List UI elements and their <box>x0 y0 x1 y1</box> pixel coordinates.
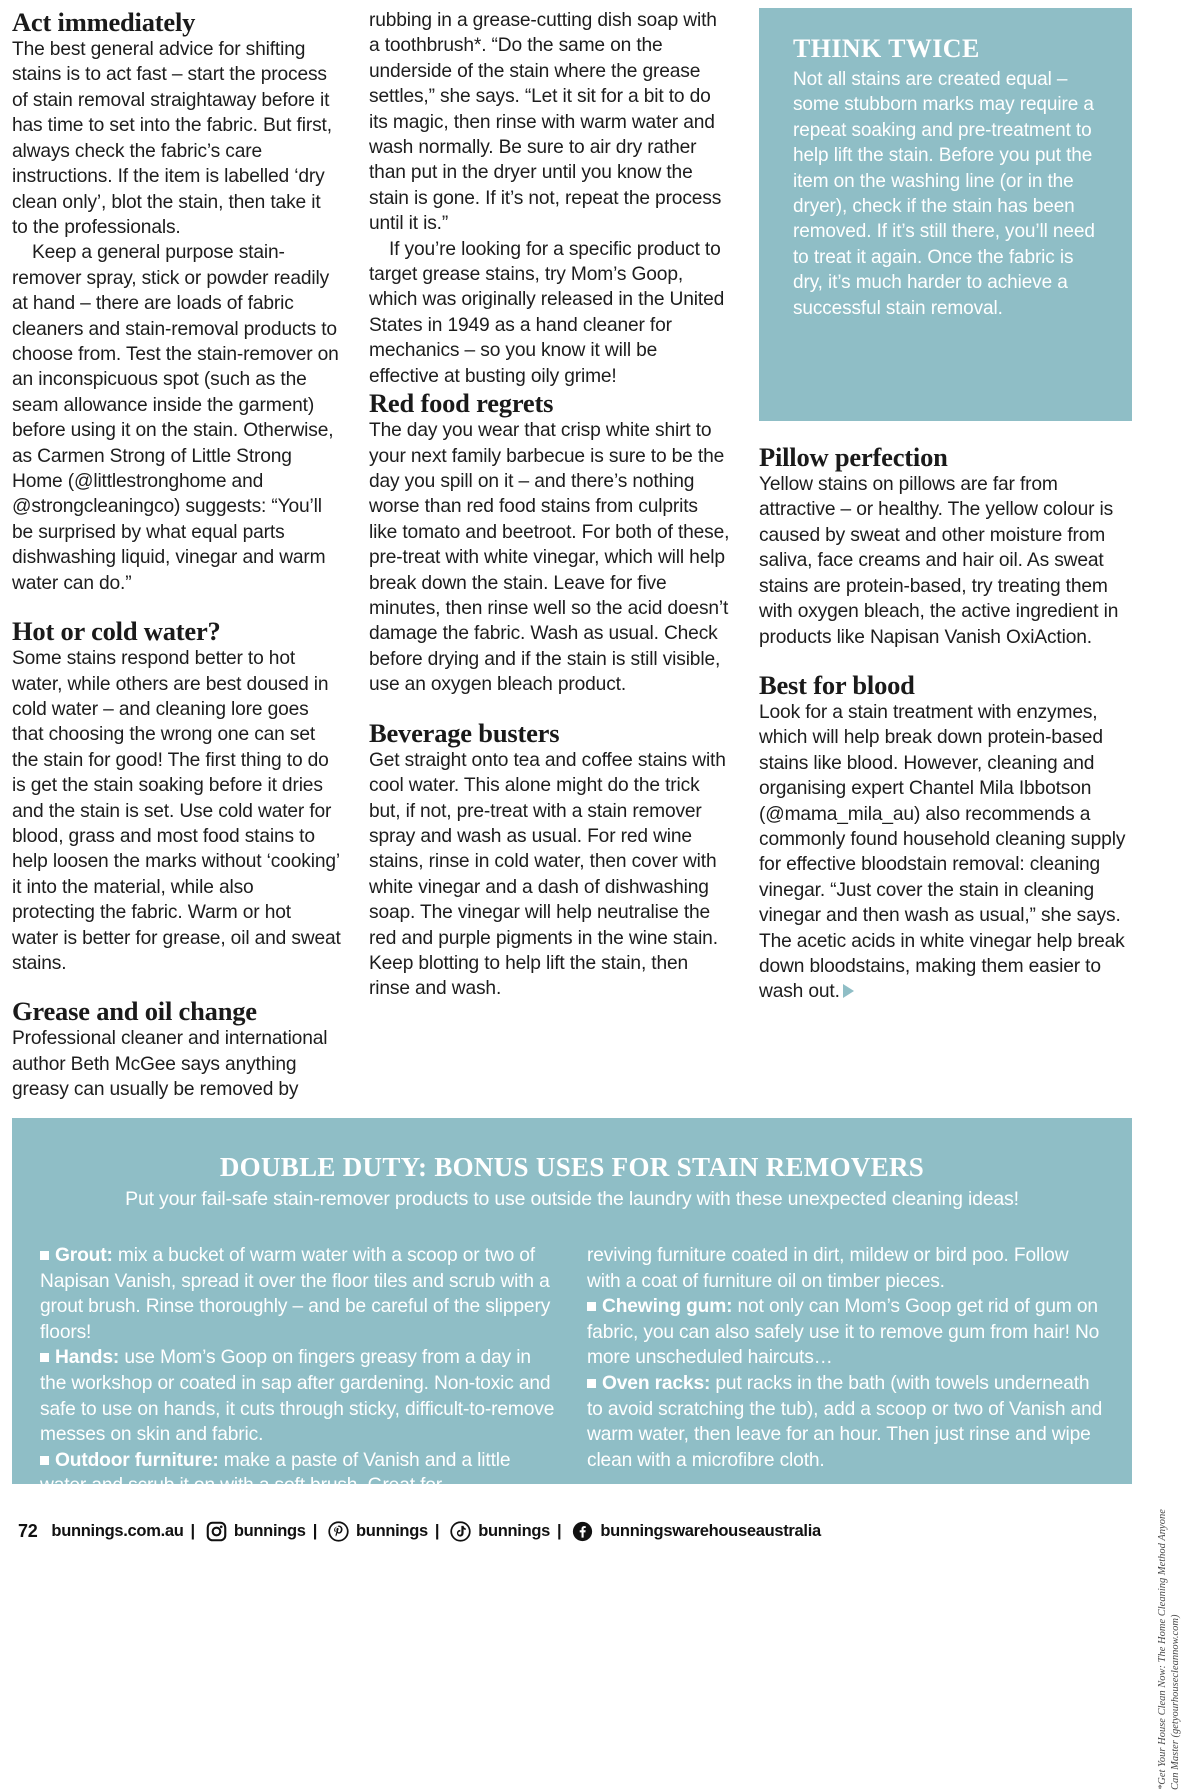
section-body <box>369 418 731 697</box>
paragraph: rubbing in a grease-cutting dish soap with a toothbrush*. “Do the same on the underside of the stain where the grease settles,” she says. “Let it sit for a bit to do its magic, then rinse with warm water and wash normally. Be sure to air dry rather than put in the dryer until you know the stain is gone. If it’s not, repeat the process until it is.” <box>369 10 722 235</box>
instagram-handle[interactable]: bunnings <box>233 1522 306 1540</box>
list-item-label: Grout: <box>55 1245 113 1266</box>
footer-separator: | <box>312 1522 318 1540</box>
double-duty-title: DOUBLE DUTY: BONUS USES FOR STAIN REMOVERS <box>219 1152 925 1182</box>
page-number: 72 <box>18 1521 38 1541</box>
bullet-square-icon <box>40 1456 49 1465</box>
list-item-text: put racks in the bath (with towels underneath to avoid scratching the tub), add a scoop or two of Vanish and warm water, then leave for an hour. Then just rinse and wipe clean with a microfibre cloth. <box>587 1372 1103 1471</box>
double-duty-left-column <box>40 1243 557 1499</box>
paragraph: The best general advice for shifting stains is to act fast – start the process of stain removal straightaway before it has time to set into the fabric. But first, always check the fabric’s care instructions. If the item is labelled ‘dry clean only’, blot the stain, then take it to the professionals. <box>12 39 332 238</box>
section-body <box>369 748 731 1002</box>
section-body <box>759 472 1132 650</box>
section-beverage-busters <box>369 719 731 1002</box>
section-pillow-perfection <box>759 443 1132 650</box>
column-three <box>759 8 1132 1106</box>
facebook-handle[interactable]: bunningswarehouseaustralia <box>600 1522 821 1540</box>
list-item-label: Hands: <box>55 1347 120 1369</box>
paragraph: If you’re looking for a specific product to target grease stains, try Mom’s Goop, which was originally released in the United States in 1949 as a hand cleaner for mechanics – so you know it will be effective at busting oily grime! <box>369 238 725 387</box>
list-item <box>587 1294 1104 1371</box>
paragraph: The day you wear that crisp white shirt to your next family barbecue is sure to be the day you spill on it – and there’s nothing worse than red food stains from culprits like tomato and beetroot. For both of these, pre-treat with white vinegar, which will help break down the stain. Leave for five minutes, then rinse well so the acid doesn’t damage the fabric. Wash as usual. Check before drying and if the stain is still visible, use an oxygen bleach product. <box>369 420 730 696</box>
paragraph: Get straight onto tea and coffee stains with cool water. This alone might do the trick but, if not, pre-treat with a stain remover spray and wash as usual. For red wine stains, rinse in cold water, then cover with white vinegar and a dash of dishwashing soap. The vinegar will help neutralise the red and purple pigments in the wine stain. Keep blotting to help lift the stain, then rinse and wash. <box>369 749 726 1000</box>
section-heading: Best for blood <box>759 669 915 700</box>
paragraph <box>759 700 1132 1005</box>
bullet-square-icon <box>40 1251 49 1260</box>
list-item-text: make a paste of Vanish and a little water and scrub it on with a soft brush. Great for <box>40 1449 511 1497</box>
list-item-text: use Mom’s Goop on fingers greasy from a day in the workshop or coated in sap after gardening. Non-toxic and safe to use on hands, it cuts through sticky, difficult-to-remove messes on skin and fabric. <box>40 1347 555 1446</box>
think-twice-callout-box <box>759 8 1132 421</box>
list-item <box>40 1448 557 1499</box>
bullet-square-icon <box>587 1379 596 1388</box>
double-duty-columns <box>40 1243 1104 1499</box>
footer-separator: | <box>190 1522 195 1540</box>
section-body <box>12 646 341 976</box>
section-best-for-blood <box>759 671 1132 1005</box>
list-item-text: not only can Mom’s Goop get rid of gum on fabric, you can also safely use it to remove gum from hair! No more unscheduled haircuts… <box>587 1296 1100 1369</box>
section-grease-and-oil-change <box>12 997 341 1102</box>
paragraph: Keep a general purpose stain-remover spray, stick or powder readily at hand – there are loads of fabric cleaners and stain-removal products to choose from. Test the stain-remover on an inconspicuous spot (such as the seam allowance inside the garment) before using it on the stain. Otherwise, as Carmen Strong of Little Strong Home (@littlestronghome and @strongcleaningco) suggests: “You’ll be surprised by what equal parts dishwashing liquid, vinegar and warm water can do.” <box>12 242 339 594</box>
callout-body: Not all stains are created equal – some stubborn marks may require a repeat soaking and pre-treatment to help lift the stain. Before you put the item on the washing line (or in the dryer), check if the stain has been removed. If it’s still there, you’ll need to treat it again. Once the fabric is dry, it’s much harder to achieve a successful stain removal. <box>793 69 1095 319</box>
column-two <box>369 8 759 1106</box>
section-act-immediately <box>12 8 341 596</box>
section-heading: Beverage busters <box>369 717 560 748</box>
continue-arrow-icon <box>843 984 854 998</box>
section-body <box>759 700 1132 1005</box>
grease-continuation <box>369 8 731 389</box>
list-item-text: mix a bucket of warm water with a scoop or two of Napisan Vanish, spread it over the floor tiles and scrub with a grout brush. Rinse thoroughly – and be careful of the slippery floors! <box>40 1245 551 1343</box>
instagram-icon[interactable] <box>206 1521 227 1542</box>
section-hot-or-cold-water <box>12 617 341 976</box>
section-heading: Red food regrets <box>369 388 554 419</box>
list-item <box>587 1371 1104 1473</box>
paragraph: Professional cleaner and international author Beth McGee says anything greasy can usually be removed by <box>12 1028 328 1101</box>
footer-separator: | <box>557 1522 562 1540</box>
bullet-square-icon <box>587 1302 596 1311</box>
double-duty-subtitle: Put your fail-safe stain-remover products to use outside the laundry with these unexpected cleaning ideas! <box>125 1188 1019 1210</box>
list-item-continuation: reviving furniture coated in dirt, mildew or bird poo. Follow with a coat of furniture oil on timber pieces. <box>587 1245 1069 1292</box>
section-red-food-regrets <box>369 389 731 698</box>
paragraph: Yellow stains on pillows are far from attractive – or healthy. The yellow colour is caused by sweat and other moisture from saliva, face creams and hair oil. As sweat stains are protein-based, try treating them with oxygen bleach, the active ingredient in products like Napisan Vanish OxiAction. <box>759 474 1119 648</box>
list-item-label: Chewing gum: <box>602 1296 733 1318</box>
section-body <box>12 37 341 596</box>
section-body <box>12 1026 341 1102</box>
tiktok-icon[interactable] <box>450 1521 471 1542</box>
list-item <box>40 1345 557 1447</box>
article-columns <box>12 8 1132 1106</box>
double-duty-panel <box>12 1118 1132 1497</box>
section-heading: Pillow perfection <box>759 442 948 472</box>
bullet-square-icon <box>40 1353 49 1362</box>
pinterest-icon[interactable] <box>328 1521 349 1542</box>
callout-heading: THINK TWICE <box>793 34 980 63</box>
page-footer <box>18 1521 821 1542</box>
list-item <box>40 1243 557 1345</box>
list-item-label: Oven racks: <box>602 1372 711 1394</box>
paragraph: Some stains respond better to hot water, while others are best doused in cold water – and cleaning lore goes that choosing the wrong one can set the stain for good! The first thing to do is get the stain soaking before it dries and the stain is set. Use cold water for blood, grass and most food stains to help loosen the marks without ‘cooking’ it into the material, while also protecting the fabric. Warm or hot water is better for grease, oil and sweat stains. <box>12 648 341 974</box>
section-heading: Grease and oil change <box>12 996 257 1027</box>
website-url[interactable]: bunnings.com.au <box>51 1522 184 1540</box>
source-credit: *Get Your House Clean Now: The Home Cleaning Method Anyone Can Master (getyourhousecleannow.com) <box>1157 1509 1181 1790</box>
double-duty-right-column <box>587 1243 1104 1499</box>
paragraph-text: Look for a stain treatment with enzymes, which will help break down protein-based stains like blood. However, cleaning and organising expert Chantel Mila Ibbotson (@mama_mila_au) also recommends a commonly found household cleaning supply for effective bloodstain removal: cleaning vinegar. “Just cover the stain in cleaning vinegar and then wash as usual,” she says. The acetic acids in white vinegar help break down bloodstains, making them easier to wash out. <box>759 702 1126 1003</box>
footer-separator: | <box>434 1522 440 1540</box>
list-item-label: Outdoor furniture: <box>55 1449 219 1471</box>
facebook-icon[interactable] <box>572 1521 593 1542</box>
column-one <box>12 8 369 1106</box>
section-heading: Hot or cold water? <box>12 616 221 647</box>
pinterest-handle[interactable]: bunnings <box>356 1522 428 1540</box>
section-heading: Act immediately <box>12 7 196 37</box>
tiktok-handle[interactable]: bunnings <box>478 1522 551 1540</box>
